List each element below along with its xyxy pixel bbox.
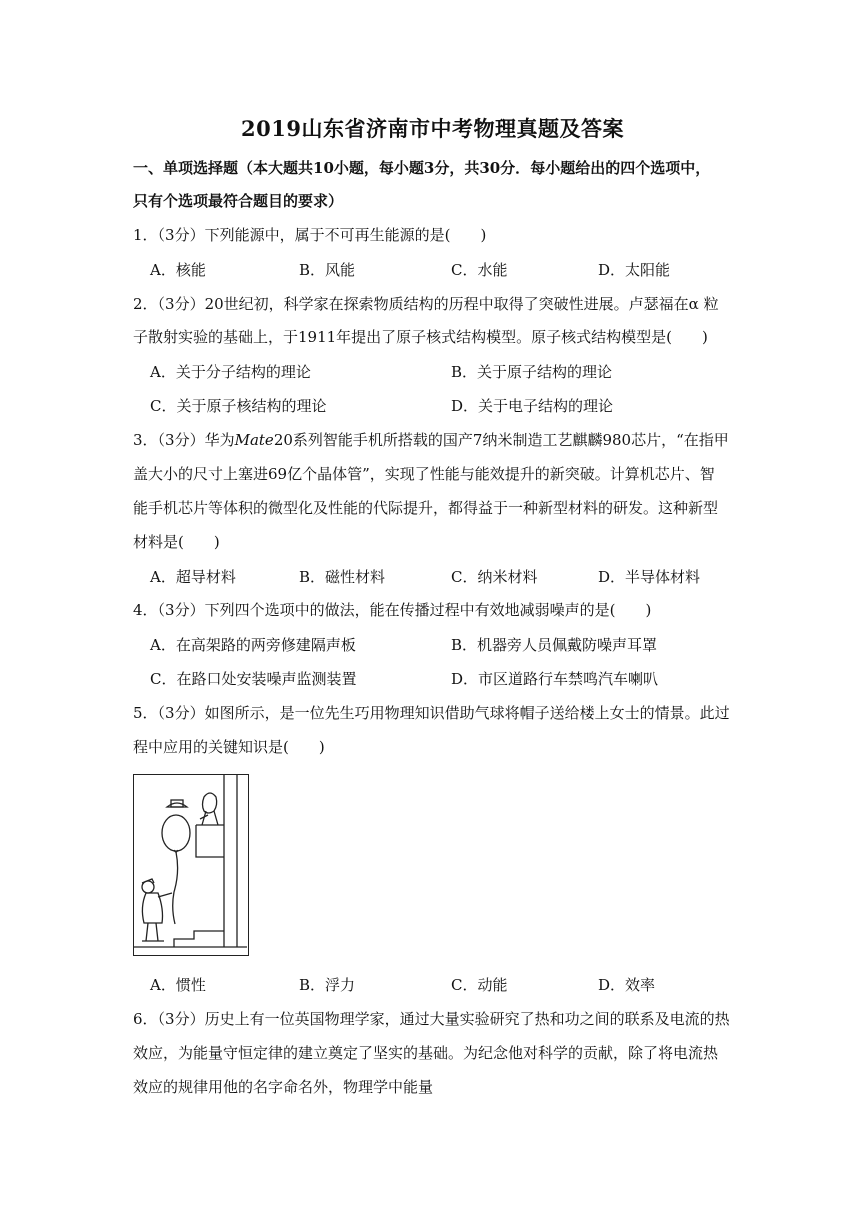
question-3-option-b: B．磁性材料 — [299, 568, 386, 586]
question-2-text-line-1: 2．（3分）20世纪初，科学家在探索物质结构的历程中取得了突破性进展。卢瑟福在α 粒 — [133, 295, 719, 313]
question-5-option-a: A．惯性 — [150, 976, 206, 994]
question-2-option-a: A．关于分子结构的理论 — [150, 363, 311, 381]
question-6-text-line-3: 效应的规律用他的名字命名外，物理学中能量 — [133, 1078, 434, 1096]
question-3-text-line-1 — [133, 430, 729, 450]
question-1-option-a: A．核能 — [150, 261, 206, 279]
question-2-option-b: B．关于原子结构的理论 — [451, 363, 613, 381]
question-3-text-line-2: 盖大小的尺寸上塞进69亿个晶体管”，实现了性能与能效提升的新突破。计算机芯片、智 — [133, 465, 715, 483]
question-3-text-line-3: 能手机芯片等体积的微型化及性能的代际提升，都得益于一种新型材料的研发。这种新型 — [133, 499, 719, 517]
question-5-option-c: C．动能 — [451, 976, 508, 994]
question-6-text-line-2: 效应，为能量守恒定律的建立奠定了坚实的基础。为纪念他对科学的贡献，除了将电流热 — [133, 1044, 719, 1062]
question-4-text: 4．（3分）下列四个选项中的做法，能在传播过程中有效地减弱噪声的是( ) — [133, 601, 652, 619]
question-3-option-c: C．纳米材料 — [451, 568, 538, 586]
question-1-option-b: B．风能 — [299, 261, 356, 279]
question-1-option-c: C．水能 — [451, 261, 508, 279]
question-3-text-line-4: 材料是( ) — [133, 533, 220, 551]
section-heading-line-1: 一、单项选择题（本大题共10小题，每小题3分，共30分．每小题给出的四个选项中， — [133, 159, 711, 177]
question-1-option-d: D．太阳能 — [598, 261, 671, 279]
balloon-hat-illustration — [133, 774, 249, 956]
question-6-text-line-1: 6．（3分）历史上有一位英国物理学家，通过大量实验研究了热和功之间的联系及电流的热 — [133, 1010, 730, 1028]
question-2-option-d: D．关于电子结构的理论 — [451, 397, 614, 415]
question-5-option-b: B．浮力 — [299, 976, 356, 994]
question-3-suffix: 20系列智能手机所搭载的国产7纳米制造工艺麒麟980芯片，“在指甲 — [273, 431, 729, 449]
question-5-text-line-1: 5．（3分）如图所示，是一位先生巧用物理知识借助气球将帽子送给楼上女士的情景。此过 — [133, 704, 730, 722]
question-1-text: 1．（3分）下列能源中，属于不可再生能源的是( ) — [133, 226, 487, 244]
question-4-option-d: D．市区道路行车禁鸣汽车喇叭 — [451, 670, 659, 688]
question-3-option-a: A．超导材料 — [150, 568, 236, 586]
question-4-option-b: B．机器旁人员佩戴防噪声耳罩 — [451, 636, 658, 654]
question-3-model-name: Mate — [234, 431, 274, 449]
question-3-prefix: 3．（3分）华为 — [133, 431, 235, 449]
balloon-hat-drawing — [134, 775, 247, 954]
question-3-option-d: D．半导体材料 — [598, 568, 701, 586]
question-2-text-line-2: 子散射实验的基础上，于1911年提出了原子核式结构模型。原子核式结构模型是( ) — [133, 328, 708, 346]
question-2-option-c: C．关于原子核结构的理论 — [150, 397, 327, 415]
page-title: 2019山东省济南市中考物理真题及答案 — [241, 116, 624, 141]
question-5-text-line-2: 程中应用的关键知识是( ) — [133, 738, 325, 756]
question-4-option-c: C．在路口处安装噪声监测装置 — [150, 670, 357, 688]
question-4-option-a: A．在高架路的两旁修建隔声板 — [150, 636, 356, 654]
question-5-option-d: D．效率 — [598, 976, 656, 994]
section-heading-line-2: 只有个选项最符合题目的要求） — [133, 192, 344, 210]
